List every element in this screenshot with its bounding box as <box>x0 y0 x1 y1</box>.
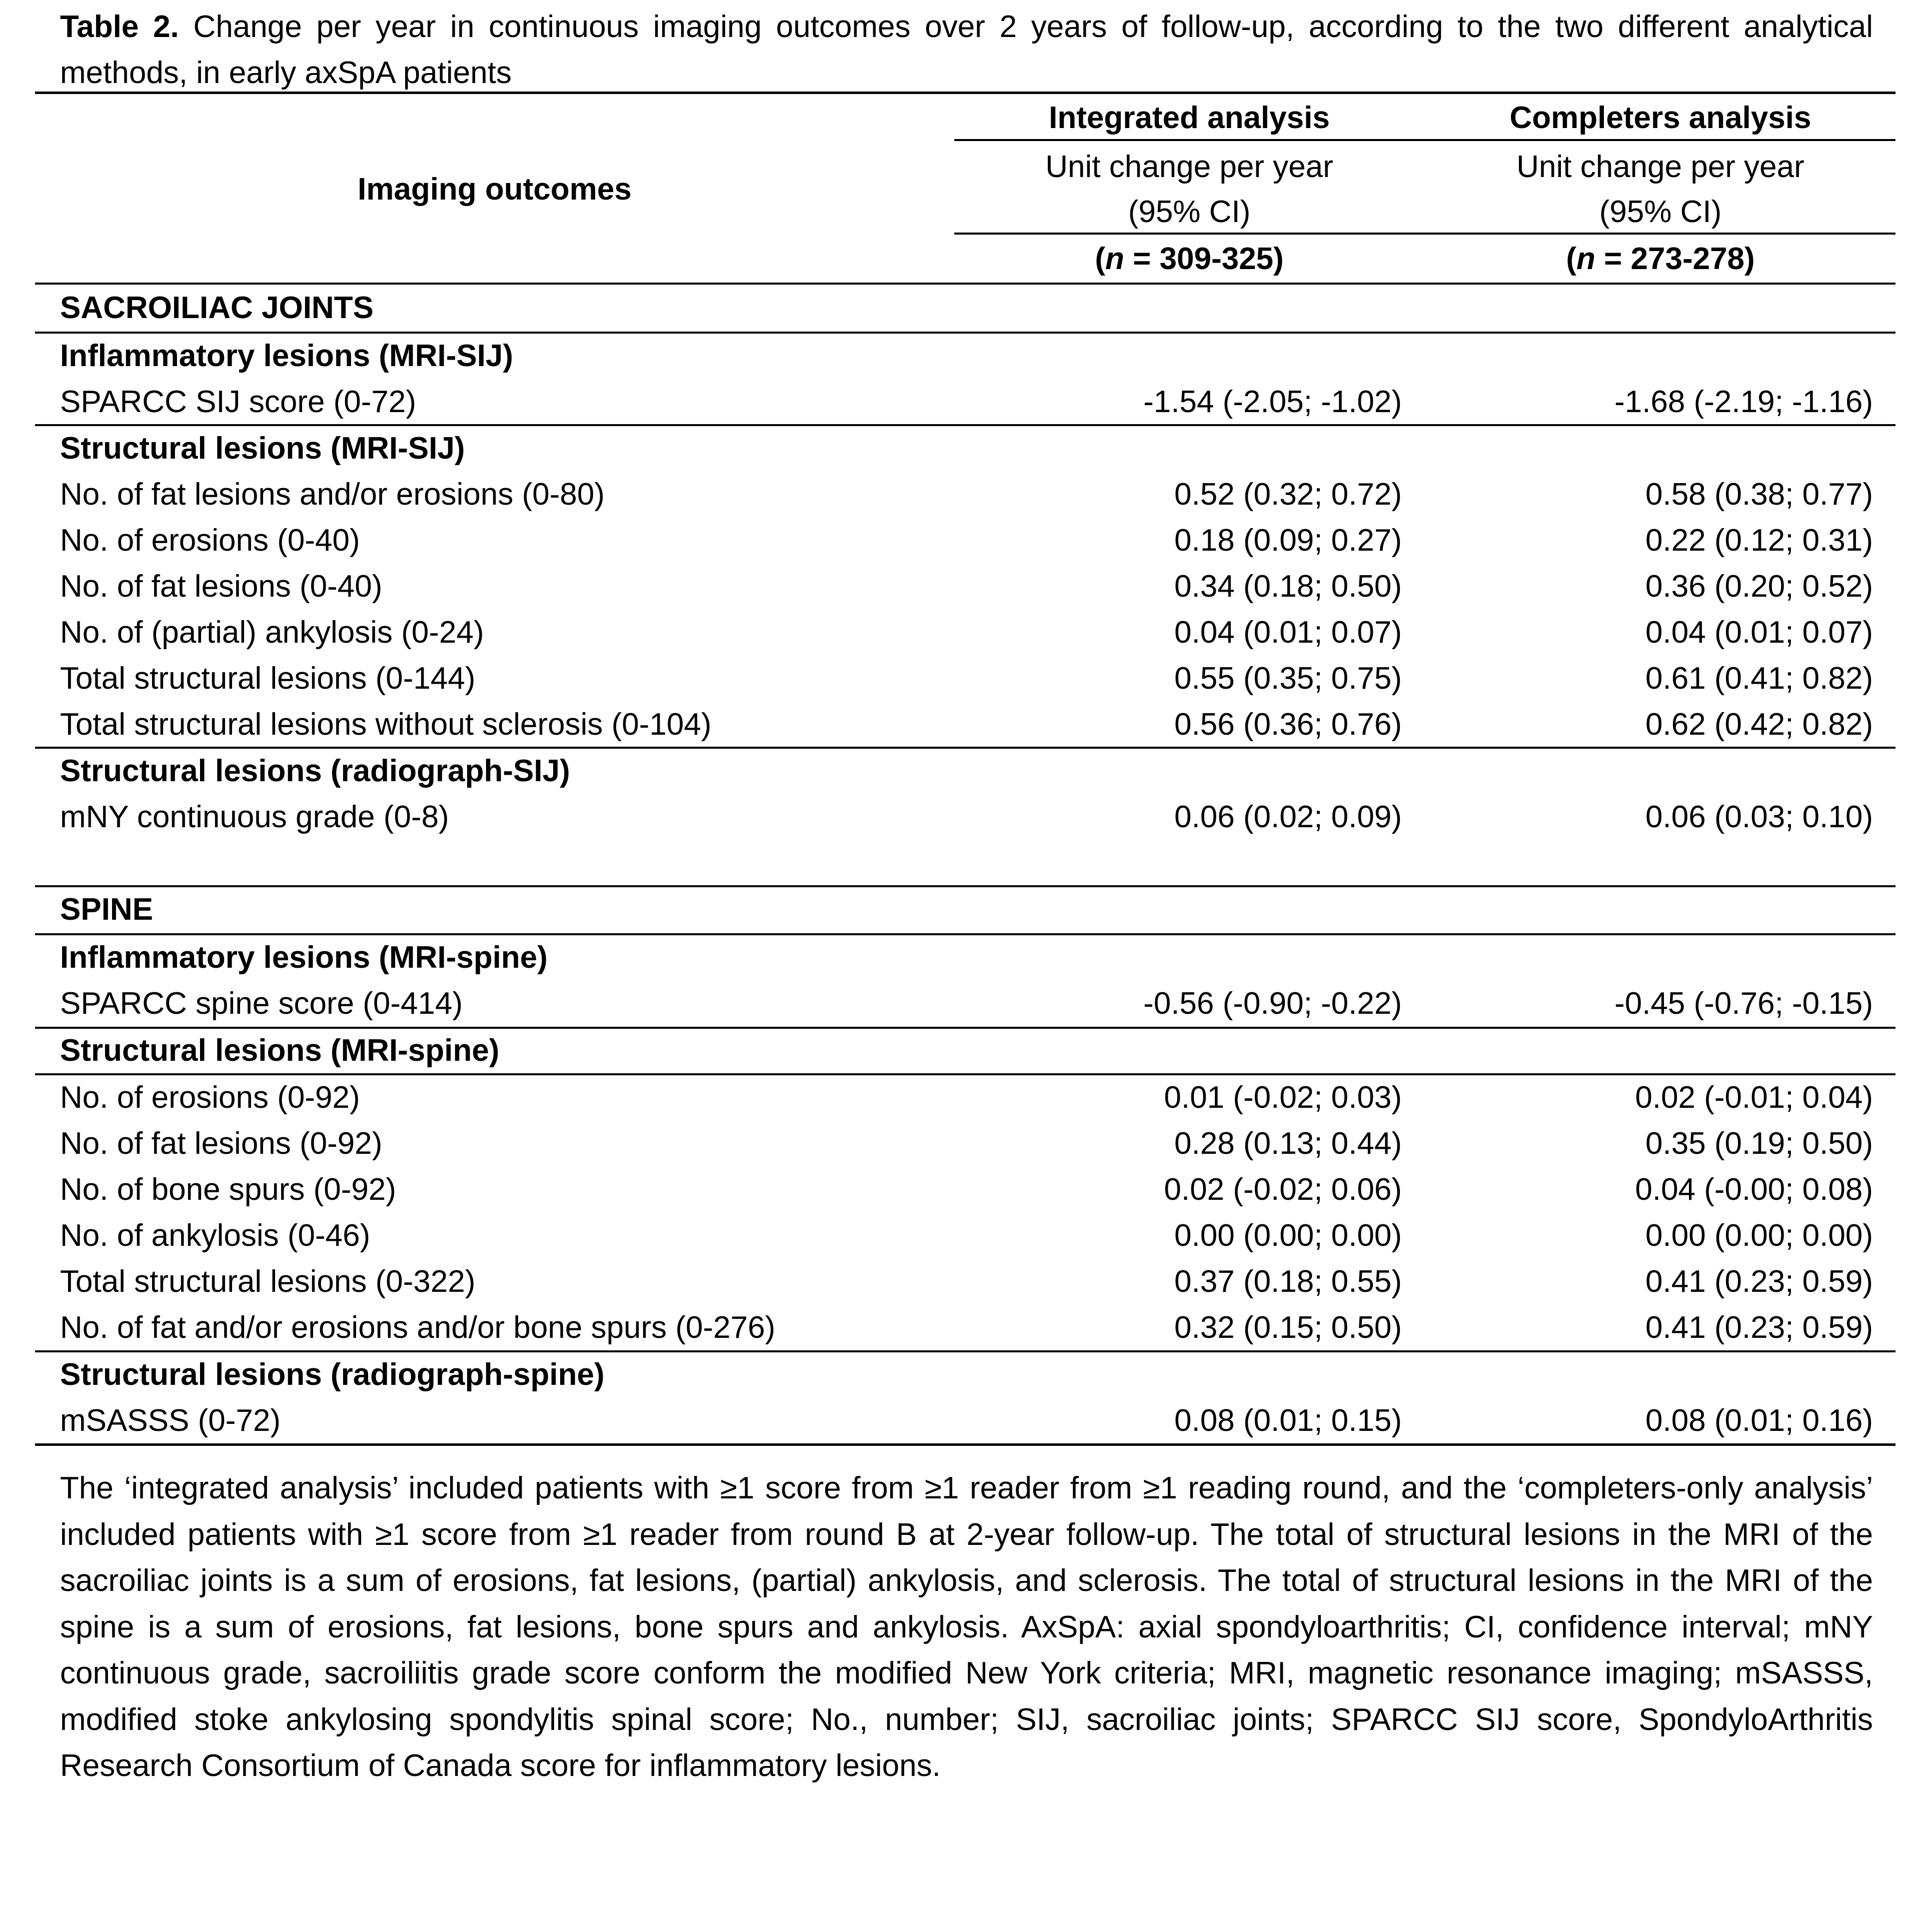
header-completers-n <box>1425 236 1895 282</box>
integrated-value: 0.01 (-0.02; 0.03) <box>1164 1080 1402 1115</box>
header-integrated-ci: (95% CI) <box>1128 195 1251 229</box>
row-label: No. of bone spurs (0-92) <box>60 1172 397 1207</box>
completers-value: -0.45 (-0.76; -0.15) <box>1614 986 1873 1021</box>
completers-value: 0.06 (0.03; 0.10) <box>1645 800 1873 834</box>
group-title: Structural lesions (MRI-SIJ) <box>60 431 465 466</box>
row-label: Total structural lesions (0-144) <box>60 661 476 696</box>
completers-value: 0.41 (0.23; 0.59) <box>1645 1310 1873 1345</box>
completers-value: 0.00 (0.00; 0.00) <box>1645 1218 1873 1253</box>
completers-value: 0.22 (0.12; 0.31) <box>1645 523 1873 558</box>
integrated-value: 0.32 (0.15; 0.50) <box>1174 1310 1402 1345</box>
table-footnote: The ‘integrated analysis’ included patients with ≥1 score from ≥1 reader from ≥1 reading round, and the ‘completers-only analysis’ included patients with ≥1 score from ≥1 reader from round B at 2-year follow-up. The total of structural lesions in the MRI of the sacroiliac joints is a sum of erosions, fat lesions, (partial) ankylosis, and sclerosis. The total of structural lesions in the MRI of the spine is a sum of erosions, fat lesions, bone spurs and ankylosis. AxSpA: axial spondyloarthritis; CI, confidence interval; mNY continuous grade, sacroiliitis grade score conform the modified New York criteria; MRI, magnetic resonance imaging; mSASSS, modified stoke ankylosing spondylitis spinal score; No., number; SIJ, sacroiliac joints; SPARCC SIJ score, SpondyloArthritis Research Consortium of Canada score for inflammatory lesions. <box>60 1471 1873 1783</box>
group-title: Inflammatory lesions (MRI-SIJ) <box>60 339 514 373</box>
integrated-value: 0.52 (0.32; 0.72) <box>1174 477 1402 512</box>
integrated-value: 0.34 (0.18; 0.50) <box>1174 569 1402 604</box>
header-completers-title: Completers analysis <box>1509 101 1811 135</box>
completers-value: -1.68 (-2.19; -1.16) <box>1614 385 1873 419</box>
row-label: SPARCC spine score (0-414) <box>60 986 463 1021</box>
integrated-value: 0.37 (0.18; 0.55) <box>1174 1264 1402 1299</box>
header-imaging-outcomes: Imaging outcomes <box>358 172 632 207</box>
row-label: mSASSS (0-72) <box>60 1403 281 1438</box>
header-integrated-n <box>954 236 1424 282</box>
rule-sij-end <box>35 885 1895 887</box>
completers-value: 0.62 (0.42; 0.82) <box>1645 707 1873 742</box>
row-label: Total structural lesions (0-322) <box>60 1264 476 1299</box>
row-label: No. of fat lesions (0-92) <box>60 1126 383 1161</box>
integrated-value: 0.00 (0.00; 0.00) <box>1174 1218 1402 1253</box>
header-bottom-rule <box>35 283 1895 285</box>
integrated-value: 0.04 (0.01; 0.07) <box>1174 615 1402 650</box>
integrated-value: 0.18 (0.09; 0.27) <box>1174 523 1402 558</box>
row-label: mNY continuous grade (0-8) <box>60 800 449 834</box>
group-title: Structural lesions (radiograph-spine) <box>60 1357 605 1392</box>
integrated-value: 0.06 (0.02; 0.09) <box>1174 800 1402 834</box>
integrated-value: -1.54 (-2.05; -1.02) <box>1143 385 1402 419</box>
row-label: No. of ankylosis (0-46) <box>60 1218 371 1253</box>
n-variable: n <box>1105 242 1124 276</box>
header-completers-unit: Unit change per year <box>1516 150 1804 184</box>
completers-value: 0.41 (0.23; 0.59) <box>1645 1264 1873 1299</box>
integrated-value: 0.28 (0.13; 0.44) <box>1174 1126 1402 1161</box>
n-prefix: ( <box>1566 242 1576 276</box>
header-integrated-unit: Unit change per year <box>1045 150 1333 184</box>
completers-value: 0.02 (-0.01; 0.04) <box>1635 1080 1873 1115</box>
completers-value: 0.58 (0.38; 0.77) <box>1645 477 1873 512</box>
section-title-sij: SACROILIAC JOINTS <box>60 291 374 325</box>
completers-value: 0.61 (0.41; 0.82) <box>1645 661 1873 696</box>
integrated-value: -0.56 (-0.90; -0.22) <box>1143 986 1402 1021</box>
n-value: = 273-278) <box>1595 242 1755 276</box>
caption-text: Change per year in continuous imaging outcomes over 2 years of follow-up, according to the two different analytical methods, in early axSpA patients <box>60 10 1873 90</box>
group-title: Inflammatory lesions (MRI-spine) <box>60 940 548 975</box>
n-prefix: ( <box>1095 242 1105 276</box>
integrated-value: 0.56 (0.36; 0.76) <box>1174 707 1402 742</box>
n-value: = 309-325) <box>1124 242 1284 276</box>
bottom-rule <box>35 1443 1895 1446</box>
integrated-value: 0.02 (-0.02; 0.06) <box>1164 1172 1402 1207</box>
n-variable: n <box>1576 242 1595 276</box>
row-label: Total structural lesions without sclerosis (0-104) <box>60 707 712 742</box>
completers-value: 0.04 (-0.00; 0.08) <box>1635 1172 1873 1207</box>
header-integrated-title: Integrated analysis <box>1049 101 1330 135</box>
row-label: No. of fat and/or erosions and/or bone spurs (0-276) <box>60 1310 776 1345</box>
integrated-value: 0.08 (0.01; 0.15) <box>1174 1403 1402 1438</box>
row-label: No. of (partial) ankylosis (0-24) <box>60 615 484 650</box>
caption-label: Table 2. <box>60 10 179 44</box>
completers-value: 0.36 (0.20; 0.52) <box>1645 569 1873 604</box>
header-completers-ci: (95% CI) <box>1599 195 1722 229</box>
top-rule <box>35 92 1895 94</box>
completers-value: 0.04 (0.01; 0.07) <box>1645 615 1873 650</box>
section-title-spine: SPINE <box>60 892 154 927</box>
completers-value: 0.08 (0.01; 0.16) <box>1645 1403 1873 1438</box>
group-title: Structural lesions (MRI-spine) <box>60 1033 500 1068</box>
row-label: No. of fat lesions and/or erosions (0-80) <box>60 477 605 512</box>
row-label: SPARCC SIJ score (0-72) <box>60 385 417 419</box>
completers-value: 0.35 (0.19; 0.50) <box>1645 1126 1873 1161</box>
row-label: No. of erosions (0-40) <box>60 523 360 558</box>
group-title: Structural lesions (radiograph-SIJ) <box>60 754 570 788</box>
integrated-value: 0.55 (0.35; 0.75) <box>1174 661 1402 696</box>
table-caption <box>60 4 1873 96</box>
row-label: No. of fat lesions (0-40) <box>60 569 383 604</box>
row-label: No. of erosions (0-92) <box>60 1080 360 1115</box>
